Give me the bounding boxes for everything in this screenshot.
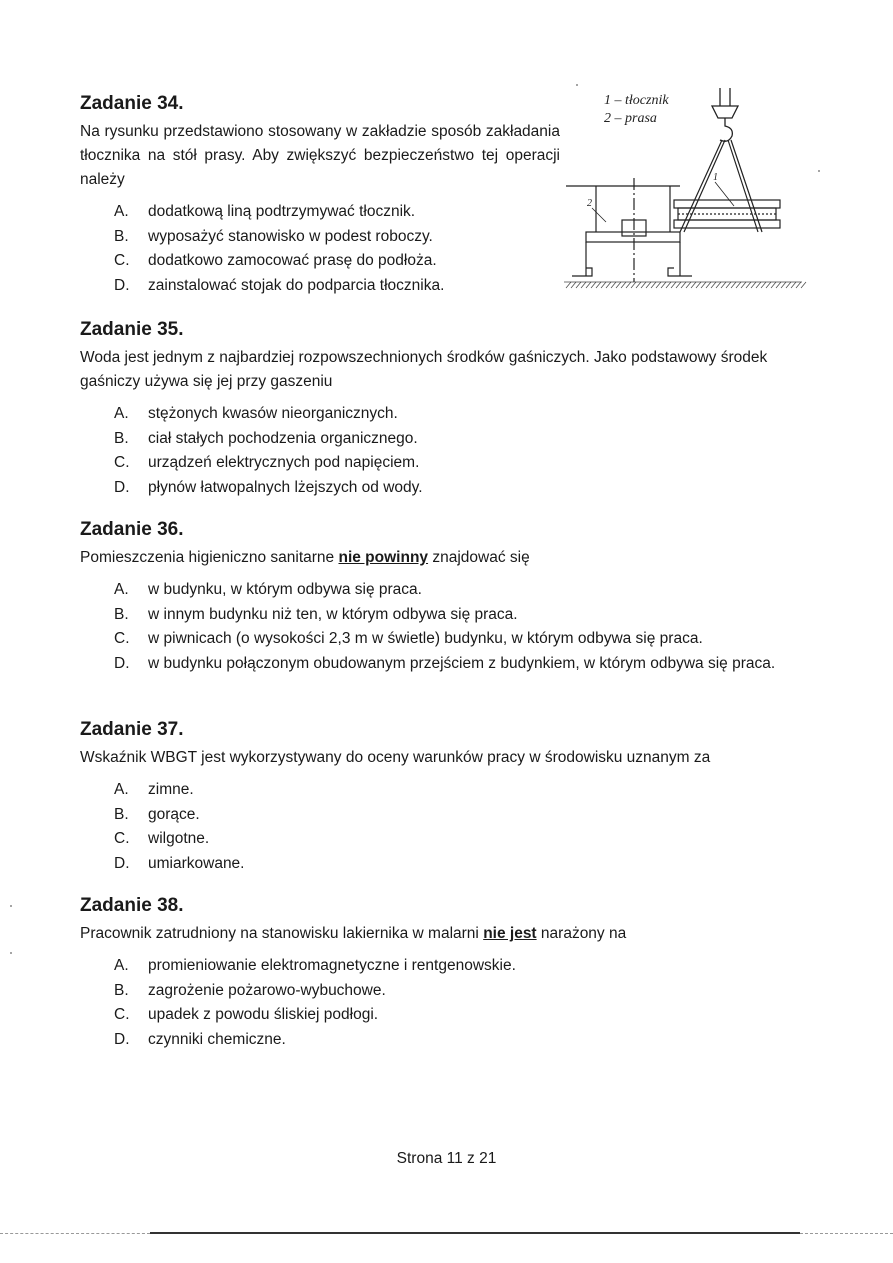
option-text: wilgotne.	[148, 830, 210, 847]
answer-option-c[interactable]	[80, 827, 802, 852]
answer-option-a[interactable]	[80, 954, 802, 979]
task-title: Zadanie 37.	[80, 719, 184, 740]
answer-option-a[interactable]	[80, 402, 802, 427]
option-text: wyposażyć stanowisko w podest roboczy.	[148, 227, 433, 245]
emphasis-negation: nie powinny	[338, 549, 429, 566]
option-text: urządzeń elektrycznych pod napięciem.	[148, 454, 420, 471]
callout-1: 1	[713, 172, 718, 183]
answer-option-d[interactable]	[80, 852, 802, 877]
task-38	[80, 894, 802, 1052]
answer-option-c[interactable]	[80, 627, 802, 652]
option-letter: C.	[114, 830, 130, 847]
task-question: Pracownik zatrudniony na stanowisku lakiernika w malarni nie jest narażony na	[80, 925, 627, 942]
answer-option-c[interactable]	[80, 249, 560, 274]
crane-hook-icon	[712, 88, 738, 141]
sling-ropes	[680, 140, 762, 232]
option-text: gorące.	[148, 805, 200, 823]
answer-option-d[interactable]	[80, 652, 802, 677]
answer-option-b[interactable]	[80, 979, 802, 1004]
option-text: czynniki chemiczne.	[148, 1030, 286, 1048]
task-title: Zadanie 34.	[80, 93, 184, 114]
option-text: upadek z powodu śliskiej podłogi.	[148, 1006, 379, 1023]
press-machine	[566, 178, 692, 282]
option-text: płynów łatwopalnych lżejszych od wody.	[148, 478, 423, 496]
task-36	[80, 518, 802, 676]
callout-2: 2	[587, 198, 592, 209]
answer-options	[80, 578, 802, 676]
scan-speck	[10, 905, 12, 907]
option-text: ciał stałych pochodzenia organicznego.	[148, 429, 418, 447]
option-letter: C.	[114, 1006, 130, 1023]
option-text: umiarkowane.	[148, 854, 245, 872]
answer-option-c[interactable]	[80, 1003, 802, 1028]
scan-edge-line	[800, 1233, 893, 1234]
scan-speck	[818, 170, 820, 172]
answer-option-b[interactable]	[80, 603, 802, 628]
option-text: zainstalować stojak do podparcia tłocznika.	[148, 276, 445, 294]
option-text: promieniowanie elektromagnetyczne i rentgenowskie.	[148, 957, 516, 974]
figure-legend-1: 1 – tłocznik	[604, 93, 669, 108]
scan-speck	[576, 84, 578, 86]
option-letter: A.	[114, 781, 129, 798]
answer-options	[80, 200, 560, 298]
option-letter: B.	[114, 605, 129, 623]
answer-options	[80, 402, 802, 500]
option-text: zimne.	[148, 781, 194, 798]
option-letter: B.	[114, 805, 129, 823]
answer-options	[80, 778, 802, 876]
option-letter: D.	[114, 854, 130, 872]
option-letter: A.	[114, 405, 129, 422]
answer-option-c[interactable]	[80, 451, 802, 476]
answer-option-b[interactable]	[80, 427, 802, 452]
task-title: Zadanie 35.	[80, 319, 184, 340]
option-text: w budynku połączonym obudowanym przejściem z budynkiem, w którym odbywa się praca.	[148, 654, 776, 672]
task-question: Na rysunku przedstawiono stosowany w zakładzie sposób zakładania tłocznika na stół prasy. Aby zwiększyć bezpieczeństwo tej operacji należy	[80, 123, 560, 188]
option-letter: A.	[114, 957, 129, 974]
task-35	[80, 318, 802, 500]
answer-option-d[interactable]	[80, 1028, 802, 1053]
option-text: w piwnicach (o wysokości 2,3 m w świetle) budynku, w którym odbywa się praca.	[148, 630, 703, 647]
option-letter: D.	[114, 276, 130, 294]
option-letter: B.	[114, 429, 129, 447]
answer-option-a[interactable]	[80, 578, 802, 603]
task-37	[80, 718, 802, 876]
option-letter: C.	[114, 454, 130, 471]
answer-option-d[interactable]	[80, 274, 560, 299]
scan-speck	[10, 952, 12, 954]
option-text: dodatkową liną podtrzymywać tłocznik.	[148, 203, 416, 220]
task-question: Wskaźnik WBGT jest wykorzystywany do oceny warunków pracy w środowisku uznanym za	[80, 749, 711, 766]
answer-option-b[interactable]	[80, 803, 802, 828]
figure-legend-2: 2 – prasa	[604, 111, 657, 126]
answer-option-a[interactable]	[80, 778, 802, 803]
answer-option-b[interactable]	[80, 225, 560, 250]
press-die-figure	[562, 82, 808, 300]
option-letter: B.	[114, 981, 129, 999]
answer-options	[80, 954, 802, 1052]
option-text: zagrożenie pożarowo-wybuchowe.	[148, 981, 386, 999]
footer-rule	[150, 1232, 800, 1234]
option-letter: B.	[114, 227, 129, 245]
option-letter: C.	[114, 252, 130, 269]
task-title: Zadanie 38.	[80, 895, 184, 916]
option-letter: A.	[114, 203, 129, 220]
option-text: w innym budynku niż ten, w którym odbywa się praca.	[148, 605, 518, 623]
answer-option-d[interactable]	[80, 476, 802, 501]
option-text: dodatkowo zamocować prasę do podłoża.	[148, 252, 437, 269]
option-text: stężonych kwasów nieorganicznych.	[148, 405, 398, 422]
answer-option-a[interactable]	[80, 200, 560, 225]
page-number: Strona 11 z 21	[396, 1150, 497, 1167]
task-question: Pomieszczenia higieniczno sanitarne nie powinny znajdować się	[80, 549, 530, 566]
die-tool	[674, 200, 780, 228]
option-letter: A.	[114, 581, 129, 598]
option-letter: D.	[114, 478, 130, 496]
scan-edge-line	[0, 1233, 150, 1234]
task-34	[80, 92, 560, 298]
task-title: Zadanie 36.	[80, 519, 184, 540]
task-question: Woda jest jednym z najbardziej rozpowszechnionych środków gaśniczych. Jako podstawowy środek gaśniczy używa się jej przy gaszeniu	[80, 349, 768, 390]
option-text: w budynku, w którym odbywa się praca.	[148, 581, 422, 598]
emphasis-negation: nie jest	[483, 925, 537, 942]
option-letter: C.	[114, 630, 130, 647]
option-letter: D.	[114, 1030, 130, 1048]
option-letter: D.	[114, 654, 130, 672]
